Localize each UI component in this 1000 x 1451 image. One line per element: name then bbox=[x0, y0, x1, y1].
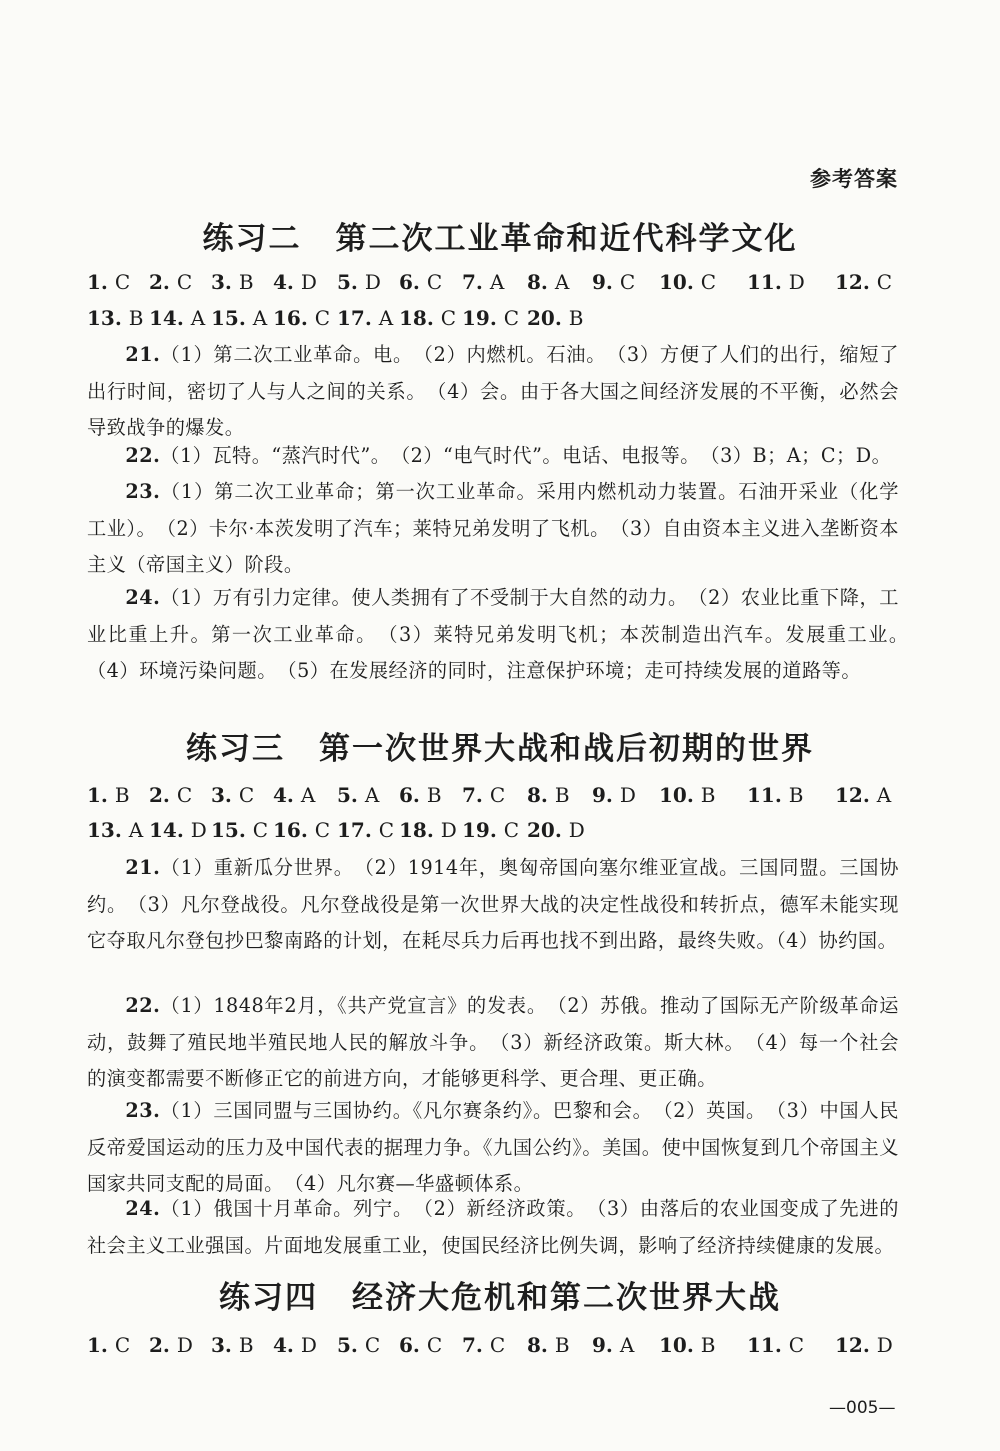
mc-answer-row bbox=[87, 306, 917, 334]
mc-answer bbox=[835, 270, 892, 294]
mc-question-number: 2. bbox=[149, 783, 177, 807]
mc-answer bbox=[747, 270, 805, 294]
mc-question-number: 14. bbox=[149, 306, 191, 330]
mc-answer-letter: C bbox=[252, 818, 269, 842]
mc-question-number: 20. bbox=[527, 818, 569, 842]
mc-answer bbox=[337, 1333, 380, 1357]
question-number: 23. bbox=[125, 480, 161, 503]
mc-answer-letter: A bbox=[364, 783, 380, 807]
mc-answer bbox=[592, 1333, 634, 1357]
mc-question-number: 12. bbox=[835, 270, 877, 294]
mc-question-number: 7. bbox=[462, 1333, 490, 1357]
answer-paragraph bbox=[87, 1093, 899, 1203]
header-label: 参考答案 bbox=[810, 167, 898, 191]
mc-answer bbox=[87, 1333, 130, 1357]
mc-answer-letter: C bbox=[238, 783, 255, 807]
mc-answer bbox=[462, 783, 505, 807]
mc-question-number: 2. bbox=[149, 270, 177, 294]
mc-answer-row bbox=[87, 270, 917, 298]
mc-answer bbox=[747, 1333, 804, 1357]
mc-question-number: 9. bbox=[592, 1333, 620, 1357]
mc-answer-letter: C bbox=[314, 306, 331, 330]
answer-paragraph bbox=[87, 474, 899, 584]
mc-answer bbox=[273, 1333, 317, 1357]
mc-answer-letter: B bbox=[700, 783, 716, 807]
mc-question-number: 6. bbox=[399, 783, 427, 807]
mc-question-number: 11. bbox=[747, 1333, 789, 1357]
mc-question-number: 3. bbox=[211, 783, 239, 807]
mc-question-number: 3. bbox=[211, 270, 239, 294]
mc-question-number: 2. bbox=[149, 1333, 177, 1357]
mc-question-number: 3. bbox=[211, 1333, 239, 1357]
answer-paragraph bbox=[87, 337, 899, 447]
mc-answer-letter: B bbox=[700, 1333, 716, 1357]
section-title bbox=[0, 1272, 1000, 1317]
page-number: —005— bbox=[829, 1398, 896, 1418]
section-number: 练习四 bbox=[219, 1280, 318, 1316]
mc-answer bbox=[211, 1333, 254, 1357]
mc-answer-letter: D bbox=[568, 818, 585, 842]
mc-question-number: 6. bbox=[399, 1333, 427, 1357]
mc-answer-letter: D bbox=[190, 818, 207, 842]
mc-question-number: 19. bbox=[462, 818, 504, 842]
mc-question-number: 13. bbox=[87, 306, 129, 330]
answer-paragraph bbox=[87, 850, 899, 960]
mc-answer bbox=[527, 306, 583, 330]
mc-answer bbox=[273, 270, 317, 294]
question-number: 21. bbox=[125, 856, 161, 879]
section-heading: 第一次世界大战和战后初期的世界 bbox=[319, 731, 814, 767]
mc-answer-letter: C bbox=[176, 783, 193, 807]
mc-answer bbox=[211, 306, 267, 330]
answer-text: （1）第二次工业革命；第一次工业革命。采用内燃机动力装置。石油开采业（化学工业）。 （2）卡尔·本茨发明了汽车；莱特兄弟发明了飞机。 （3）自由资本主义进入垄断资本主义（帝国主义）阶段。 bbox=[87, 480, 899, 576]
mc-answer bbox=[149, 818, 207, 842]
mc-question-number: 10. bbox=[659, 1333, 701, 1357]
mc-answer-letter: C bbox=[378, 818, 395, 842]
section-title bbox=[0, 723, 1000, 768]
mc-answer bbox=[149, 270, 192, 294]
mc-answer-letter: C bbox=[788, 1333, 805, 1357]
mc-answer-letter: A bbox=[489, 270, 505, 294]
mc-answer bbox=[835, 783, 891, 807]
mc-question-number: 10. bbox=[659, 270, 701, 294]
mc-answer-letter: C bbox=[440, 306, 457, 330]
answer-paragraph bbox=[87, 988, 899, 1098]
mc-question-number: 16. bbox=[273, 306, 315, 330]
answer-text: （1）三国同盟与三国协约。《凡尔赛条约》。巴黎和会。 （2）英国。 （3）中国人民反帝爱国运动的压力及中国代表的据理力争。《九国公约》。美国。使中国恢复到几个帝国主义国家共同支配的局面。 （4）凡尔赛—华盛顿体系。 bbox=[87, 1099, 899, 1195]
mc-answer bbox=[87, 270, 130, 294]
answer-text: （1）第二次工业革命。电。 （2）内燃机。石油。 （3）方便了人们的出行，缩短了出行时间，密切了人与人之间的关系。 （4）会。由于各大国之间经济发展的不平衡，必然会导致战争的爆发。 bbox=[87, 343, 899, 439]
mc-answer bbox=[592, 783, 636, 807]
mc-question-number: 16. bbox=[273, 818, 315, 842]
answer-paragraph bbox=[87, 438, 899, 475]
mc-answer bbox=[149, 306, 205, 330]
question-number: 24. bbox=[125, 586, 161, 609]
mc-answer bbox=[211, 783, 254, 807]
mc-question-number: 5. bbox=[337, 270, 365, 294]
question-number: 22. bbox=[125, 994, 161, 1017]
answer-text: （1）重新瓜分世界。 （2）1914年，奥匈帝国向塞尔维亚宣战。三国同盟。三国协约。 （3）凡尔登战役。凡尔登战役是第一次世界大战的决定性战役和转折点，德军未能实现它夺取凡尔登包抄巴黎南路的计划，在耗尽兵力后再也找不到出路，最终失败。（4）协约国。 bbox=[87, 856, 899, 952]
mc-answer-letter: C bbox=[314, 818, 331, 842]
mc-answer bbox=[747, 783, 803, 807]
mc-answer bbox=[337, 306, 393, 330]
mc-answer bbox=[337, 818, 394, 842]
mc-answer-letter: B bbox=[114, 783, 130, 807]
mc-answer-letter: D bbox=[876, 1333, 893, 1357]
mc-answer-letter: D bbox=[300, 270, 317, 294]
mc-answer bbox=[659, 270, 716, 294]
mc-answer-letter: A bbox=[128, 818, 144, 842]
mc-question-number: 15. bbox=[211, 306, 253, 330]
answer-text: （1）1848年2月，《共产党宣言》的发表。 （2）苏俄。推动了国际无产阶级革命运动，鼓舞了殖民地半殖民地人民的解放斗争。 （3）新经济政策。斯大林。 （4）每一个社会的演变都需要不断修正它的前进方向，才能够更科学、更合理、更正确。 bbox=[87, 994, 899, 1090]
mc-answer-letter: C bbox=[489, 1333, 506, 1357]
mc-answer-letter: B bbox=[554, 783, 570, 807]
mc-answer-letter: B bbox=[238, 1333, 254, 1357]
mc-answer-letter: D bbox=[619, 783, 636, 807]
mc-answer bbox=[462, 818, 519, 842]
mc-answer bbox=[399, 270, 442, 294]
mc-answer-letter: C bbox=[503, 818, 520, 842]
mc-answer-letter: D bbox=[176, 1333, 193, 1357]
mc-answer bbox=[211, 270, 254, 294]
question-number: 24. bbox=[125, 1197, 161, 1220]
mc-question-number: 20. bbox=[527, 306, 569, 330]
mc-answer bbox=[592, 270, 635, 294]
mc-answer bbox=[273, 306, 330, 330]
mc-answer bbox=[462, 1333, 505, 1357]
mc-answer bbox=[659, 1333, 715, 1357]
mc-answer-row bbox=[87, 1333, 917, 1361]
mc-question-number: 1. bbox=[87, 270, 115, 294]
mc-question-number: 14. bbox=[149, 818, 191, 842]
mc-answer-letter: D bbox=[300, 1333, 317, 1357]
mc-answer bbox=[399, 818, 457, 842]
mc-answer bbox=[399, 306, 456, 330]
mc-answer-letter: B bbox=[788, 783, 804, 807]
mc-answer-letter: A bbox=[252, 306, 268, 330]
mc-question-number: 17. bbox=[337, 306, 379, 330]
mc-answer bbox=[273, 818, 330, 842]
mc-answer bbox=[527, 1333, 570, 1357]
mc-answer-letter: C bbox=[876, 270, 893, 294]
mc-answer bbox=[149, 783, 192, 807]
mc-question-number: 12. bbox=[835, 783, 877, 807]
mc-answer-letter: A bbox=[554, 270, 570, 294]
mc-answer-letter: A bbox=[619, 1333, 635, 1357]
answer-text: （1）万有引力定律。使人类拥有了不受制于大自然的动力。 （2）农业比重下降，工业比重上升。第一次工业革命。 （3）莱特兄弟发明飞机；本茨制造出汽车。发展重工业。 （4）环境污染问题。 （5）在发展经济的同时，注意保护环境；走可持续发展的道路等。 bbox=[87, 586, 919, 682]
mc-answer-letter: A bbox=[378, 306, 394, 330]
mc-question-number: 4. bbox=[273, 783, 301, 807]
mc-question-number: 11. bbox=[747, 270, 789, 294]
mc-question-number: 1. bbox=[87, 783, 115, 807]
mc-question-number: 19. bbox=[462, 306, 504, 330]
question-number: 21. bbox=[125, 343, 161, 366]
mc-question-number: 8. bbox=[527, 270, 555, 294]
mc-answer-letter: B bbox=[554, 1333, 570, 1357]
mc-question-number: 13. bbox=[87, 818, 129, 842]
mc-answer-letter: C bbox=[176, 270, 193, 294]
mc-answer bbox=[399, 783, 442, 807]
mc-question-number: 7. bbox=[462, 783, 490, 807]
mc-answer bbox=[87, 783, 130, 807]
mc-question-number: 7. bbox=[462, 270, 490, 294]
mc-answer bbox=[659, 783, 715, 807]
mc-answer-letter: A bbox=[190, 306, 206, 330]
mc-answer bbox=[211, 818, 268, 842]
mc-question-number: 18. bbox=[399, 818, 441, 842]
mc-question-number: 5. bbox=[337, 1333, 365, 1357]
question-number: 23. bbox=[125, 1099, 161, 1122]
mc-answer-letter: C bbox=[114, 1333, 131, 1357]
mc-answer-letter: C bbox=[489, 783, 506, 807]
mc-answer bbox=[399, 1333, 442, 1357]
mc-question-number: 4. bbox=[273, 270, 301, 294]
mc-answer-letter: C bbox=[364, 1333, 381, 1357]
mc-answer bbox=[273, 783, 315, 807]
mc-answer-letter: B bbox=[238, 270, 254, 294]
mc-question-number: 8. bbox=[527, 1333, 555, 1357]
mc-answer-letter: D bbox=[440, 818, 457, 842]
answer-text: （1）俄国十月革命。列宁。 （2）新经济政策。 （3）由落后的农业国变成了先进的社会主义工业强国。片面地发展重工业，使国民经济比例失调，影响了经济持续健康的发展。 bbox=[87, 1197, 899, 1257]
mc-question-number: 1. bbox=[87, 1333, 115, 1357]
mc-question-number: 6. bbox=[399, 270, 427, 294]
mc-answer-row bbox=[87, 818, 917, 846]
mc-question-number: 9. bbox=[592, 783, 620, 807]
mc-answer-letter: C bbox=[619, 270, 636, 294]
mc-answer-letter: D bbox=[788, 270, 805, 294]
mc-answer-letter: A bbox=[300, 783, 316, 807]
mc-question-number: 9. bbox=[592, 270, 620, 294]
mc-answer-letter: C bbox=[700, 270, 717, 294]
mc-answer bbox=[527, 818, 585, 842]
mc-answer-letter: B bbox=[568, 306, 584, 330]
answer-text: （1）瓦特。“蒸汽时代”。 （2）“电气时代”。电话、电报等。 （3）B；A；C；D。 bbox=[160, 444, 892, 467]
mc-question-number: 11. bbox=[747, 783, 789, 807]
section-number: 练习三 bbox=[186, 731, 285, 767]
mc-question-number: 17. bbox=[337, 818, 379, 842]
section-heading: 第二次工业革命和近代科学文化 bbox=[335, 221, 798, 257]
mc-question-number: 10. bbox=[659, 783, 701, 807]
mc-question-number: 4. bbox=[273, 1333, 301, 1357]
mc-question-number: 12. bbox=[835, 1333, 877, 1357]
mc-answer bbox=[337, 783, 379, 807]
mc-question-number: 5. bbox=[337, 783, 365, 807]
section-number: 练习二 bbox=[202, 221, 302, 257]
answer-paragraph bbox=[87, 1191, 899, 1264]
mc-answer bbox=[527, 270, 569, 294]
mc-answer bbox=[527, 783, 570, 807]
mc-answer bbox=[87, 306, 143, 330]
mc-answer-letter: D bbox=[364, 270, 381, 294]
question-number: 22. bbox=[125, 444, 161, 467]
mc-answer-letter: C bbox=[503, 306, 520, 330]
mc-answer bbox=[462, 306, 519, 330]
mc-answer-letter: C bbox=[426, 270, 443, 294]
answer-paragraph bbox=[87, 580, 919, 690]
mc-answer-row bbox=[87, 783, 917, 811]
mc-question-number: 8. bbox=[527, 783, 555, 807]
mc-answer bbox=[337, 270, 381, 294]
mc-answer-letter: B bbox=[426, 783, 442, 807]
mc-question-number: 15. bbox=[211, 818, 253, 842]
mc-answer-letter: C bbox=[426, 1333, 443, 1357]
section-heading: 经济大危机和第二次世界大战 bbox=[352, 1280, 781, 1316]
mc-answer bbox=[835, 1333, 893, 1357]
mc-answer bbox=[87, 818, 143, 842]
mc-answer-letter: C bbox=[114, 270, 131, 294]
mc-answer bbox=[462, 270, 504, 294]
mc-question-number: 18. bbox=[399, 306, 441, 330]
mc-answer-letter: A bbox=[876, 783, 892, 807]
mc-answer-letter: B bbox=[128, 306, 144, 330]
section-title bbox=[0, 213, 1000, 258]
mc-answer bbox=[149, 1333, 193, 1357]
